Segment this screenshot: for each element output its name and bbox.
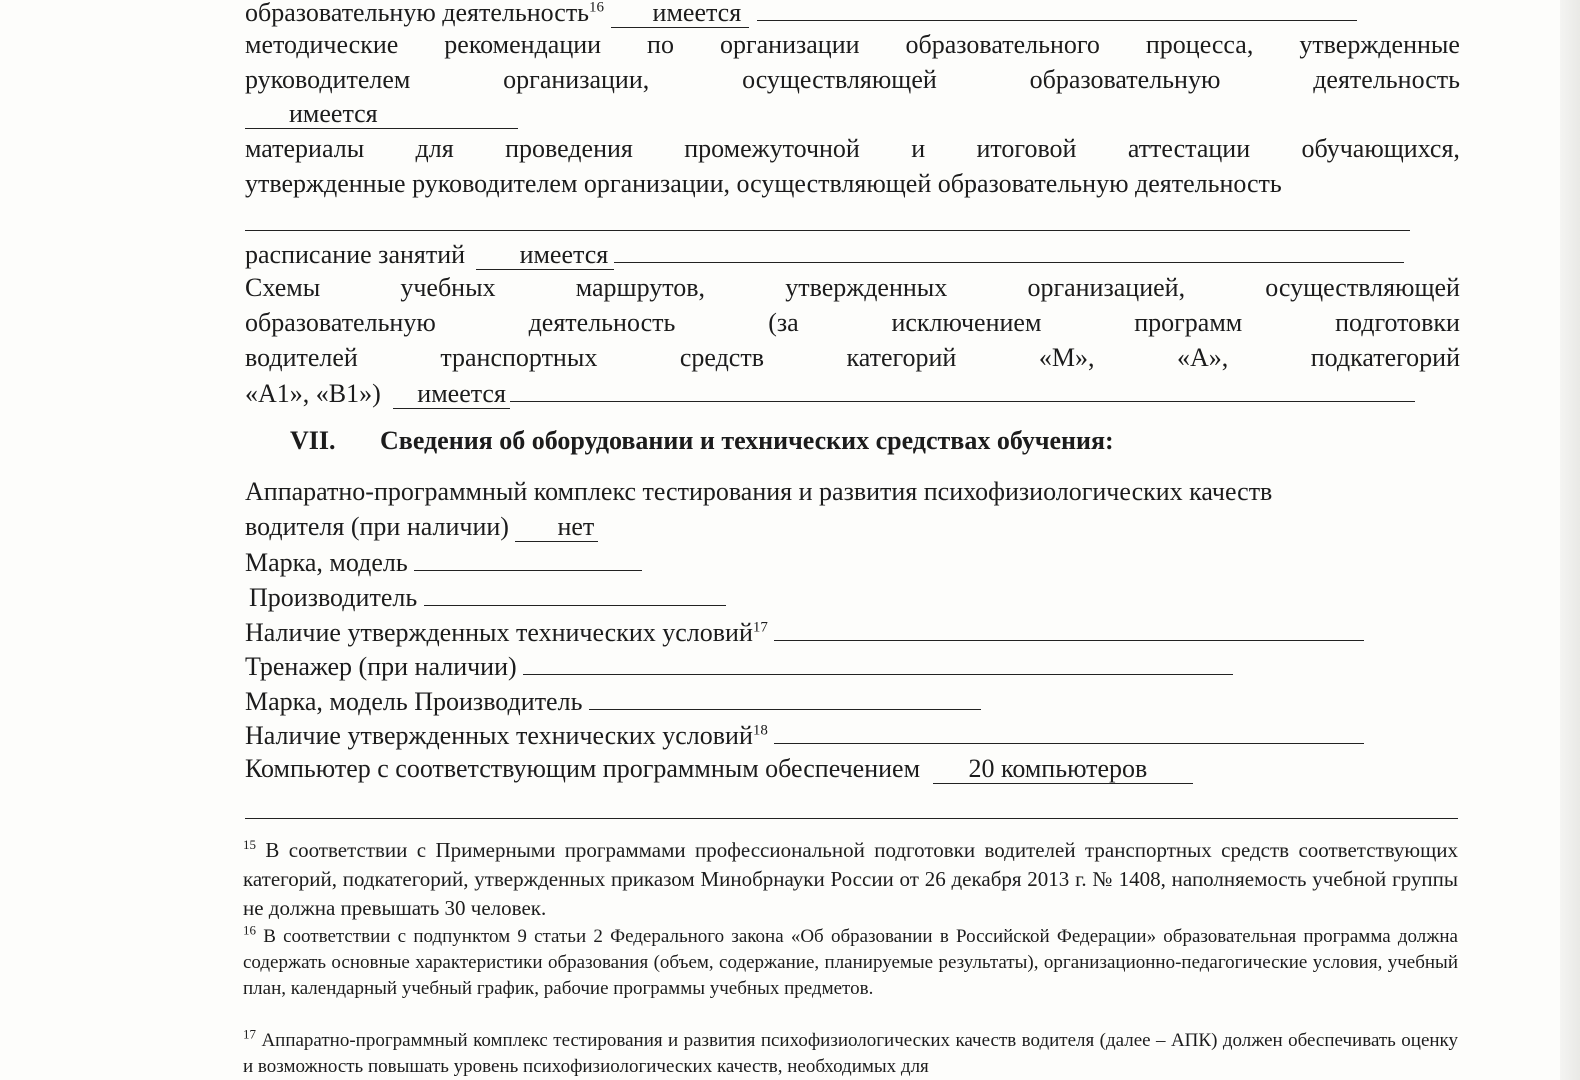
footnote-number: 17 xyxy=(243,1026,256,1042)
footnote-16 xyxy=(243,924,1458,1002)
footnote-ref: 17 xyxy=(752,619,768,636)
word: деятельность xyxy=(1313,65,1460,94)
brand-manufacturer-blank xyxy=(589,683,981,710)
edu-activity-line xyxy=(245,0,1460,30)
computer-value: 20 компьютеров xyxy=(933,755,1194,784)
word: подкатегорий xyxy=(1310,343,1460,372)
tech-conditions-label: Наличие утвержденных технических условий xyxy=(245,721,753,750)
word: маршрутов, xyxy=(575,273,706,302)
word: руководителем xyxy=(245,65,411,94)
word: транспортных xyxy=(440,343,598,372)
computer-label: Компьютер с соответствующим программным обеспечением xyxy=(245,754,921,783)
word: методические xyxy=(245,30,399,59)
manufacturer-blank xyxy=(424,579,726,606)
schedule-value: имеется xyxy=(476,241,615,270)
apk-label: водителя (при наличии) xyxy=(245,512,509,541)
apk-value: нет xyxy=(515,513,598,542)
blank-fill xyxy=(614,236,1404,263)
word: Схемы xyxy=(245,273,321,302)
word: материалы xyxy=(245,134,365,163)
word: организацией, xyxy=(1027,273,1186,302)
word: проведения xyxy=(505,134,633,163)
word: (за xyxy=(768,308,799,337)
materials-approved-line: утвержденные руководителем организации, осуществляющей образовательную деятельность xyxy=(245,169,1282,198)
guidelines-value-line xyxy=(245,97,1460,131)
footnote-number: 16 xyxy=(243,922,256,938)
blank-fill xyxy=(757,0,1357,21)
word: исключением xyxy=(891,308,1042,337)
footnote-text: В соответствии с подпунктом 9 статьи 2 Федерального закона «Об образовании в Российской Федерации» образовательная программа должна содержать основные характеристики образования (объем, содержание, планируемые результаты), организационно-педагогические условия, учебный план, календарный учебный график, рабочие программы учебных предметов. xyxy=(243,926,1458,999)
page-edge-shadow xyxy=(1560,0,1580,1080)
section-heading xyxy=(290,426,1114,456)
simulator-line xyxy=(245,648,1460,684)
word: итоговой xyxy=(976,134,1077,163)
apk-line-1: Аппаратно-программный комплекс тестирования и развития психофизиологических качеств xyxy=(245,477,1273,506)
word: для xyxy=(415,134,454,163)
section-title: Сведения об оборудовании и технических средствах обучения: xyxy=(380,426,1114,455)
tech-conditions-line-2 xyxy=(245,717,1460,753)
tech-conditions-line-1 xyxy=(245,614,1460,650)
tech-conditions-label: Наличие утвержденных технических условий xyxy=(245,618,753,647)
word: осуществляющей xyxy=(1265,273,1460,302)
blank-fill xyxy=(510,375,1415,402)
word: образовательного xyxy=(905,30,1100,59)
word: образовательную xyxy=(1029,65,1221,94)
word: промежуточной xyxy=(684,134,860,163)
brand-line xyxy=(245,544,1460,580)
label-text: образовательную деятельность xyxy=(245,0,590,27)
word: осуществляющей xyxy=(742,65,937,94)
materials-line xyxy=(245,132,1460,166)
word: по xyxy=(647,30,674,59)
section-number: VII. xyxy=(290,426,336,455)
word: «М», xyxy=(1038,343,1095,372)
word: средств xyxy=(679,343,764,372)
tech-conditions-blank xyxy=(774,717,1364,744)
tech-conditions-blank xyxy=(774,614,1364,641)
word: программ xyxy=(1134,308,1243,337)
word: организации xyxy=(719,30,860,59)
head-line xyxy=(245,63,1460,97)
guidelines-line xyxy=(245,28,1460,62)
simulator-blank xyxy=(523,648,1233,675)
word: утвержденные xyxy=(1299,30,1460,59)
computer-line xyxy=(245,752,1460,786)
word: утвержденных xyxy=(785,273,948,302)
guidelines-value: имеется xyxy=(245,100,518,129)
word: организации, xyxy=(503,65,650,94)
word: подготовки xyxy=(1335,308,1460,337)
word: рекомендации xyxy=(444,30,602,59)
routes-line-2 xyxy=(245,306,1460,340)
apk-line-2 xyxy=(245,510,1460,544)
word: аттестации xyxy=(1127,134,1251,163)
footnote-text: В соответствии с Примерными программами профессиональной подготовки водителей транспортных средств соответствующих категорий, подкатегорий, утвержденных приказом Минобрнауки России от 26 декабря 2013 г. № 1408, наполняемость учебной группы не должна превышать 30 человек. xyxy=(243,838,1459,920)
routes-cats: «А1», «В1») xyxy=(245,379,381,408)
routes-line-4 xyxy=(245,375,1460,411)
manufacturer-line xyxy=(249,579,1464,615)
routes-line-1 xyxy=(245,271,1460,305)
brand-blank xyxy=(414,544,642,571)
word: обучающихся, xyxy=(1301,134,1460,163)
brand-manufacturer-label: Марка, модель Производитель xyxy=(245,687,583,716)
routes-value: имеется xyxy=(393,380,510,409)
word: учебных xyxy=(400,273,496,302)
footnote-17 xyxy=(243,1028,1458,1080)
footnote-15 xyxy=(243,836,1458,923)
word: деятельность xyxy=(528,308,676,337)
brand-label: Марка, модель xyxy=(245,548,408,577)
manufacturer-label: Производитель xyxy=(249,583,418,612)
word: и xyxy=(911,134,926,163)
brand-manufacturer-line xyxy=(245,683,1460,719)
materials-blank xyxy=(245,230,1410,231)
schedule-label: расписание занятий xyxy=(245,240,466,269)
schedule-line xyxy=(245,236,1460,272)
word: «А», xyxy=(1176,343,1229,372)
word: процесса, xyxy=(1145,30,1254,59)
routes-line-3 xyxy=(245,341,1460,375)
footnote-separator xyxy=(245,818,1458,819)
footnote-ref: 18 xyxy=(752,722,768,739)
word: образовательную xyxy=(245,308,436,337)
word: водителей xyxy=(245,343,358,372)
simulator-label: Тренажер (при наличии) xyxy=(245,652,517,681)
edu-activity-value: имеется xyxy=(611,0,750,28)
word: категорий xyxy=(846,343,957,372)
footnote-ref: 16 xyxy=(589,0,605,16)
footnote-text: Аппаратно-программный комплекс тестирования и развития психофизиологических качеств водителя (далее – АПК) должен обеспечивать оценку и возможность повышать уровень психофизиологических качеств, необходимых для xyxy=(243,1030,1459,1077)
footnote-number: 15 xyxy=(243,837,256,852)
